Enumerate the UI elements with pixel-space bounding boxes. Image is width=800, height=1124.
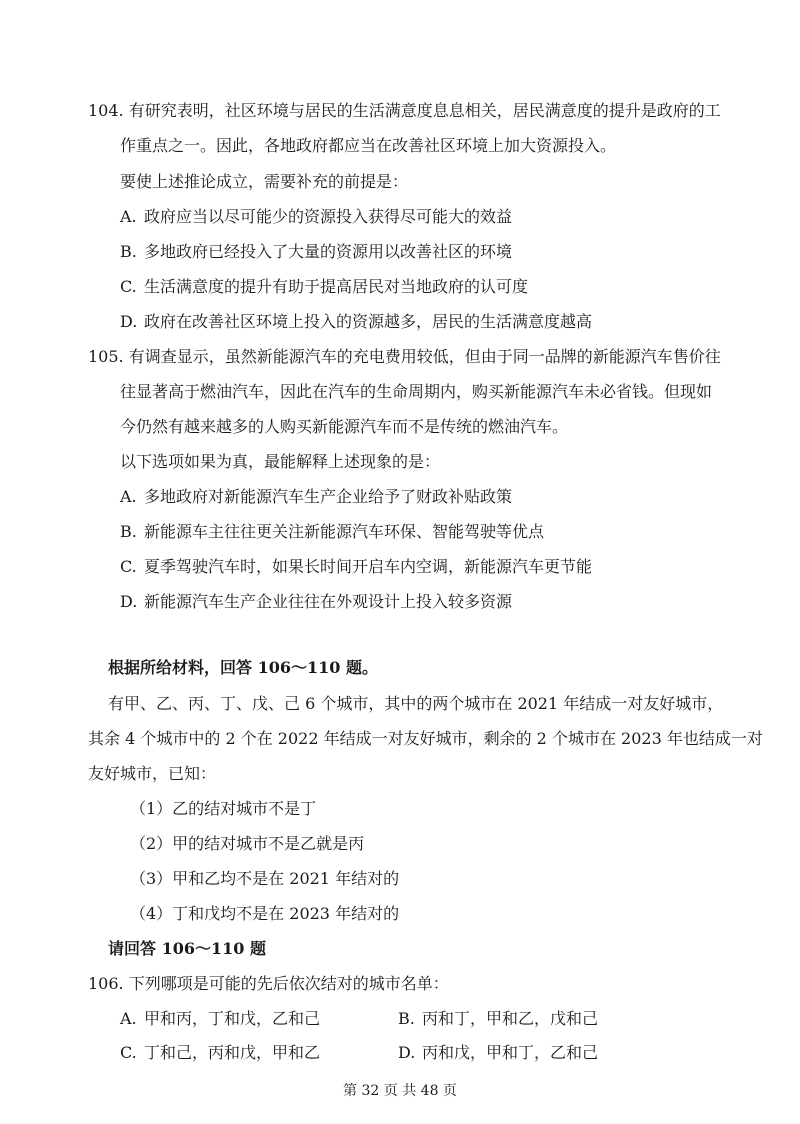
q106-line1 bbox=[88, 971, 449, 994]
condition-1: （1）乙的结对城市不是丁 bbox=[130, 799, 317, 818]
q104-text-line2: 作重点之一。因此，各地政府都应当在改善社区环境上加大资源投入。 bbox=[120, 136, 617, 155]
q106-option-c[interactable]: C. 丁和己，丙和戊，甲和乙 bbox=[120, 1043, 321, 1062]
page-footer: 第 32 页 共 48 页 bbox=[343, 1083, 457, 1099]
q105-line1 bbox=[88, 344, 721, 367]
q105-text-line3: 今仍然有越来越多的人购买新能源汽车而不是传统的燃油汽车。 bbox=[120, 417, 569, 436]
answer-heading: 请回答 106～110 题 bbox=[108, 939, 266, 958]
q106-option-d[interactable]: D. 丙和戊，甲和丁，乙和己 bbox=[398, 1043, 599, 1062]
q104-number: 104. bbox=[88, 101, 124, 120]
q106-number: 106. bbox=[88, 974, 124, 993]
q104-option-b[interactable]: B. 多地政府已经投入了大量的资源用以改善社区的环境 bbox=[120, 242, 513, 261]
section-para-line2: 其余 4 个城市中的 2 个在 2022 年结成一对友好城市，剩余的 2 个城市在 2023 年也结成一对 bbox=[88, 729, 763, 748]
q105-text-line1: 有调查显示，虽然新能源汽车的充电费用较低，但由于同一品牌的新能源汽车售价往 bbox=[128, 347, 721, 366]
q105-option-c[interactable]: C. 夏季驾驶汽车时，如果长时间开启车内空调，新能源汽车更节能 bbox=[120, 557, 593, 576]
q104-text-line1: 有研究表明，社区环境与居民的生活满意度息息相关，居民满意度的提升是政府的工 bbox=[128, 101, 721, 120]
q105-number: 105. bbox=[88, 347, 124, 366]
q104-prompt: 要使上述推论成立，需要补充的前提是： bbox=[120, 172, 409, 191]
q106-text-line1: 下列哪项是可能的先后依次结对的城市名单： bbox=[128, 974, 449, 993]
q104-option-d[interactable]: D. 政府在改善社区环境上投入的资源越多，居民的生活满意度越高 bbox=[120, 312, 593, 331]
section-para-line3: 友好城市，已知： bbox=[88, 764, 217, 783]
q104-option-a[interactable]: A. 政府应当以尽可能少的资源投入获得尽可能大的效益 bbox=[120, 207, 513, 226]
q106-option-b[interactable]: B. 丙和丁，甲和乙，戊和己 bbox=[398, 1009, 599, 1028]
condition-2: （2）甲的结对城市不是乙就是丙 bbox=[130, 834, 365, 853]
q104-option-c[interactable]: C. 生活满意度的提升有助于提高居民对当地政府的认可度 bbox=[120, 277, 529, 296]
q105-option-d[interactable]: D. 新能源汽车生产企业往往在外观设计上投入较多资源 bbox=[120, 592, 513, 611]
condition-4: （4）丁和戊均不是在 2023 年结对的 bbox=[130, 904, 400, 923]
section-para-line1: 有甲、乙、丙、丁、戊、己 6 个城市，其中的两个城市在 2021 年结成一对友好城市， bbox=[108, 694, 724, 713]
q106-option-a[interactable]: A. 甲和丙，丁和戊，乙和己 bbox=[120, 1009, 321, 1028]
q105-text-line2: 往显著高于燃油汽车，因此在汽车的生命周期内，购买新能源汽车未必省钱。但现如 bbox=[120, 382, 713, 401]
q105-prompt: 以下选项如果为真，最能解释上述现象的是： bbox=[120, 452, 441, 471]
q105-option-a[interactable]: A. 多地政府对新能源汽车生产企业给予了财政补贴政策 bbox=[120, 487, 513, 506]
condition-3: （3）甲和乙均不是在 2021 年结对的 bbox=[130, 869, 400, 888]
section-heading: 根据所给材料，回答 106～110 题。 bbox=[108, 658, 378, 677]
q105-option-b[interactable]: B. 新能源车主往往更关注新能源汽车环保、智能驾驶等优点 bbox=[120, 522, 545, 541]
q104-line1 bbox=[88, 98, 721, 121]
